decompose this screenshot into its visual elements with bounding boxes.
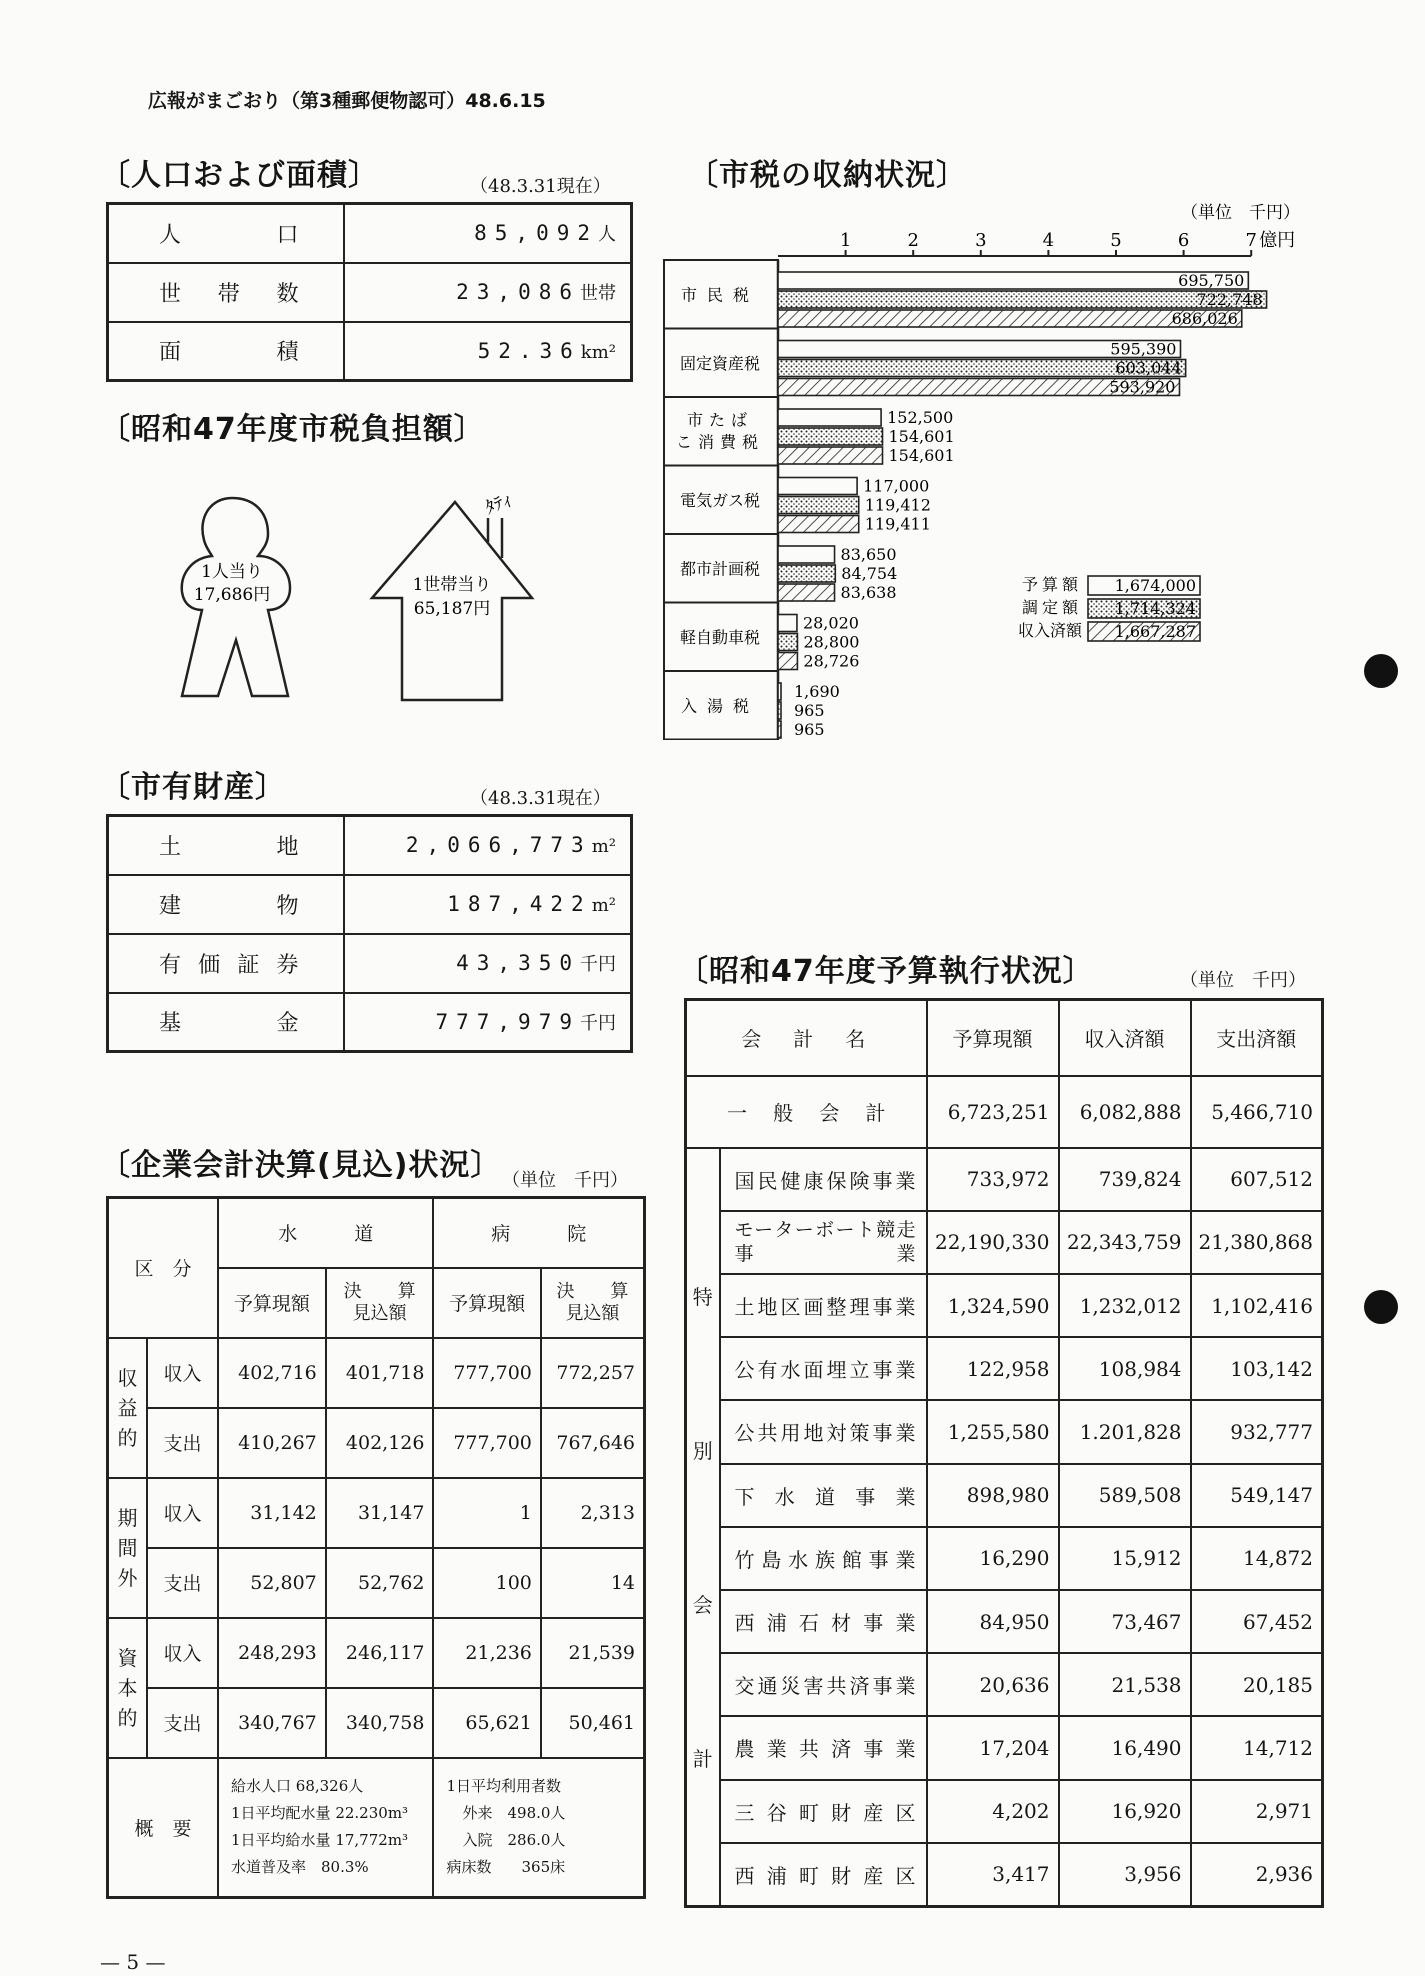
bar-調定額	[778, 634, 797, 651]
property-title: 〔市有財産〕	[100, 770, 286, 805]
special-row	[686, 1716, 1323, 1779]
bar-予算額	[778, 683, 781, 700]
group-label-char: 益	[117, 1395, 138, 1420]
property-row	[108, 816, 632, 875]
special-name: 下水道事業	[720, 1464, 927, 1527]
hospital-summary-line: 病床数 365床	[446, 1858, 566, 1877]
budget-title: 〔昭和47年度予算執行状況〕	[678, 954, 1094, 989]
special-label	[686, 1148, 720, 1907]
special-value: 20,185	[1191, 1653, 1323, 1716]
hospital-summary-line: 入院 286.0人	[462, 1831, 566, 1850]
burden-illustration	[170, 490, 550, 710]
x-axis-unit: 億円	[1259, 230, 1296, 251]
enterprise-value: 401,718	[326, 1338, 434, 1408]
water-summary-line: 給水人口 68,326人	[231, 1777, 364, 1796]
population-number: 23,086	[456, 280, 580, 304]
enterprise-row	[108, 1408, 645, 1478]
population-value	[344, 204, 632, 263]
legend-label: 予算額	[1021, 575, 1082, 594]
population-table	[106, 202, 633, 382]
category-label: 市民税	[680, 285, 760, 305]
person-value: 17,686円	[193, 585, 271, 605]
bar-value-label: 154,601	[888, 427, 955, 446]
special-row	[686, 1653, 1323, 1716]
special-name: 三谷町財産区	[720, 1780, 927, 1843]
water-header: 水 道	[218, 1198, 433, 1268]
property-number: 2,066,773	[405, 833, 592, 858]
property-value	[344, 934, 632, 993]
bar-予算額	[778, 409, 881, 426]
special-name: モーターボート競走事業	[720, 1211, 927, 1274]
special-value: 122,958	[927, 1337, 1059, 1400]
group-label	[108, 1618, 147, 1758]
col-income-header: 収入済額	[1059, 1000, 1191, 1076]
special-row	[686, 1211, 1323, 1274]
x-tick-label: 3	[975, 230, 987, 251]
bar-value-label: 119,411	[864, 514, 931, 534]
property-number: 777,979	[435, 1009, 580, 1034]
water-summary	[218, 1758, 433, 1898]
special-value: 16,920	[1059, 1780, 1191, 1843]
special-value: 16,290	[927, 1527, 1059, 1590]
population-label: 世帯数	[108, 263, 344, 322]
special-value: 1,232,012	[1059, 1274, 1191, 1337]
special-name: 公共用地対策事業	[720, 1400, 927, 1463]
special-value: 1,324,590	[927, 1274, 1059, 1337]
enterprise-value: 410,267	[218, 1408, 326, 1478]
special-value: 73,467	[1059, 1590, 1191, 1653]
special-label-char: 会	[692, 1593, 713, 1617]
hospital-summary	[433, 1758, 644, 1898]
x-tick-label: 1	[839, 230, 852, 251]
population-row	[108, 204, 632, 263]
group-label-char: 間	[117, 1535, 138, 1560]
special-name: 交通災害共済事業	[720, 1653, 927, 1716]
special-value: 733,972	[927, 1148, 1059, 1211]
population-label: 面積	[108, 322, 344, 381]
population-number: 85,092	[474, 221, 598, 246]
property-label: 土地	[108, 816, 344, 875]
special-name: 竹島水族館事業	[720, 1527, 927, 1590]
enterprise-value: 777,700	[433, 1338, 540, 1408]
page-number: — 5 —	[100, 1950, 166, 1974]
enterprise-value: 2,313	[541, 1478, 645, 1548]
special-value: 2,936	[1191, 1843, 1323, 1906]
property-unit: m²	[591, 895, 616, 916]
special-value: 22,343,759	[1059, 1211, 1191, 1274]
special-value: 21,380,868	[1191, 1211, 1323, 1274]
budget-unit: （単位 千円）	[1180, 970, 1306, 991]
bar-value-label: 83,638	[840, 583, 897, 602]
bar-調定額	[778, 702, 781, 719]
category-label: 電気ガス税	[679, 490, 761, 510]
general-name: 一般会計	[686, 1076, 927, 1148]
category-label: こ消費税	[675, 432, 765, 452]
special-value: 3,956	[1059, 1843, 1191, 1906]
group-label-char: 収	[117, 1365, 138, 1390]
enterprise-value: 31,147	[326, 1478, 434, 1548]
special-row	[686, 1337, 1323, 1400]
property-unit: 千円	[580, 1012, 616, 1034]
special-value: 932,777	[1191, 1400, 1323, 1463]
tax-chart	[660, 200, 1320, 740]
group-label	[108, 1338, 147, 1478]
water-settle-header: 決 算 見込額	[326, 1268, 434, 1338]
general-value: 6,723,251	[927, 1076, 1059, 1148]
special-label-char: 特	[692, 1285, 713, 1309]
row-kind: 支出	[147, 1688, 218, 1758]
special-value: 14,712	[1191, 1716, 1323, 1779]
property-row	[108, 934, 632, 993]
population-value	[344, 322, 632, 381]
special-value: 22,190,330	[927, 1211, 1059, 1274]
special-value: 20,636	[927, 1653, 1059, 1716]
special-value: 16,490	[1059, 1716, 1191, 1779]
property-number: 43,350	[456, 951, 580, 975]
special-value: 2,971	[1191, 1780, 1323, 1843]
row-kind: 支出	[147, 1548, 218, 1618]
special-row	[686, 1464, 1323, 1527]
general-value: 5,466,710	[1191, 1076, 1323, 1148]
special-name: 農業共済事業	[720, 1716, 927, 1779]
bar-value-label: 595,390	[1110, 339, 1177, 359]
bar-value-label: 152,500	[887, 408, 954, 427]
special-label-char: 計	[692, 1747, 713, 1771]
bar-収入済額	[778, 447, 883, 464]
special-value: 3,417	[927, 1843, 1059, 1906]
chart-unit: （単位 千円）	[1181, 203, 1300, 223]
punch-hole-dot	[1364, 654, 1398, 688]
special-value: 17,204	[927, 1716, 1059, 1779]
bar-予算額	[778, 546, 835, 563]
bar-value-label: 28,726	[803, 651, 860, 671]
bar-value-label: 154,601	[888, 446, 955, 465]
legend-total: 1,714,324	[1114, 599, 1196, 618]
x-tick-label: 2	[907, 230, 919, 251]
enterprise-unit: （単位 千円）	[502, 1170, 628, 1191]
house-value: 65,187円	[413, 599, 491, 619]
special-name: 土地区画整理事業	[720, 1274, 927, 1337]
enterprise-row	[108, 1478, 645, 1548]
bar-value-label: 84,754	[841, 564, 898, 583]
group-label-char: 資	[117, 1645, 138, 1670]
legend-total: 1,674,000	[1114, 576, 1196, 595]
enterprise-value: 100	[433, 1548, 540, 1618]
water-summary-line: 水道普及率 80.3%	[231, 1858, 369, 1877]
hospital-summary-line: 外来 498.0人	[462, 1804, 566, 1823]
punch-hole-dot	[1364, 1290, 1398, 1324]
bar-収入済額	[778, 721, 781, 738]
special-value: 549,147	[1191, 1464, 1323, 1527]
enterprise-value: 772,257	[541, 1338, 645, 1408]
property-unit: 千円	[580, 954, 616, 975]
bar-value-label: 119,412	[864, 495, 931, 515]
enterprise-value: 52,762	[326, 1548, 434, 1618]
enterprise-title: 〔企業会計決算(見込)状況〕	[100, 1148, 502, 1183]
property-label: 基金	[108, 993, 344, 1052]
population-title: 〔人口および面積〕	[100, 158, 379, 193]
special-value: 1.201,828	[1059, 1400, 1191, 1463]
special-value: 103,142	[1191, 1337, 1323, 1400]
population-row	[108, 263, 632, 322]
legend-total: 1,667,287	[1114, 622, 1196, 641]
population-asof: （48.3.31現在）	[470, 176, 611, 197]
enterprise-value: 52,807	[218, 1548, 326, 1618]
bar-value-label: 1,690	[794, 682, 840, 701]
special-row	[686, 1780, 1323, 1843]
enterprise-row	[108, 1618, 645, 1688]
population-row	[108, 322, 632, 381]
property-number: 187,422	[447, 892, 592, 916]
person-label: 1人当り	[201, 562, 263, 582]
legend-label: 収入済額	[1017, 621, 1082, 640]
enterprise-value: 21,236	[433, 1618, 540, 1688]
bar-value-label: 722,748	[1196, 290, 1263, 309]
legend-label: 調定額	[1021, 598, 1082, 617]
population-value	[344, 263, 632, 322]
category-label: 入湯税	[680, 696, 760, 716]
special-value: 1,102,416	[1191, 1274, 1323, 1337]
enterprise-value: 340,758	[326, 1688, 434, 1758]
hospital-summary-line: 1日平均利用者数	[446, 1777, 562, 1796]
special-label-stack	[687, 1149, 719, 1905]
special-row	[686, 1400, 1323, 1463]
special-value: 4,202	[927, 1780, 1059, 1843]
population-number: 52.36	[477, 338, 581, 363]
enterprise-value: 1	[433, 1478, 540, 1548]
enterprise-value: 340,767	[218, 1688, 326, 1758]
special-value: 67,452	[1191, 1590, 1323, 1653]
page-header: 広報がまごおり（第3種郵便物認可）48.6.15	[148, 90, 546, 112]
special-row	[686, 1274, 1323, 1337]
water-budget-header: 予算現額	[218, 1268, 326, 1338]
enterprise-value: 402,126	[326, 1408, 434, 1478]
property-value	[344, 816, 632, 875]
special-value: 108,984	[1059, 1337, 1191, 1400]
bar-value-label: 965	[794, 701, 825, 720]
bar-value-label: 593,920	[1109, 377, 1176, 397]
hospital-settle-header: 決 算 見込額	[541, 1268, 645, 1338]
bar-収入済額	[778, 653, 797, 670]
population-unit: 世帯	[580, 283, 616, 304]
group-label-char: 期	[117, 1505, 138, 1530]
population-label: 人口	[108, 204, 344, 263]
water-summary-line: 1日平均配水量 22.230m³	[231, 1804, 409, 1823]
row-kind: 収入	[147, 1478, 218, 1548]
bar-収入済額	[778, 584, 835, 601]
summary-label: 概 要	[108, 1758, 219, 1898]
bar-予算額	[778, 478, 857, 495]
bar-調定額	[778, 497, 859, 514]
kubun-header: 区 分	[108, 1198, 219, 1338]
row-kind: 収入	[147, 1338, 218, 1408]
roof-mark: ﾀﾃｨ	[482, 490, 516, 519]
tax-title: 〔市税の収納状況〕	[688, 158, 967, 193]
special-name: 西浦石材事業	[720, 1590, 927, 1653]
category-label: 市たば	[686, 410, 754, 430]
special-name: 公有水面埋立事業	[720, 1337, 927, 1400]
special-value: 84,950	[927, 1590, 1059, 1653]
enterprise-value: 402,716	[218, 1338, 326, 1408]
bar-調定額	[778, 428, 883, 445]
special-value: 21,538	[1059, 1653, 1191, 1716]
enterprise-value: 767,646	[541, 1408, 645, 1478]
special-value: 589,508	[1059, 1464, 1191, 1527]
enterprise-row	[108, 1548, 645, 1618]
col-name-header: 会 計 名	[686, 1000, 927, 1076]
general-value: 6,082,888	[1059, 1076, 1191, 1148]
hospital-header: 病 院	[433, 1198, 644, 1268]
special-value: 15,912	[1059, 1527, 1191, 1590]
bar-value-label: 965	[794, 720, 825, 739]
general-row	[686, 1076, 1323, 1148]
enterprise-value: 21,539	[541, 1618, 645, 1688]
water-summary-line: 1日平均給水量 17,772m³	[231, 1831, 409, 1850]
budget-table	[684, 998, 1324, 1908]
special-name: 国民健康保険事業	[720, 1148, 927, 1211]
enterprise-value: 50,461	[541, 1688, 645, 1758]
enterprise-value: 248,293	[218, 1618, 326, 1688]
category-label: 軽自動車税	[679, 627, 761, 647]
bar-予算額	[778, 615, 797, 632]
group-label-char: 外	[117, 1565, 138, 1590]
hospital-budget-header: 予算現額	[433, 1268, 540, 1338]
property-unit: m²	[591, 836, 616, 858]
property-value	[344, 875, 632, 934]
row-kind: 収入	[147, 1618, 218, 1688]
special-value: 607,512	[1191, 1148, 1323, 1211]
summary-row	[108, 1758, 645, 1898]
special-row	[686, 1590, 1323, 1653]
bar-value-label: 686,026	[1171, 309, 1238, 328]
special-label-char: 別	[692, 1439, 713, 1463]
property-row	[108, 875, 632, 934]
bar-調定額	[778, 565, 835, 582]
population-unit: 人	[598, 224, 616, 246]
x-tick-label: 4	[1042, 230, 1055, 251]
bar-value-label: 28,800	[803, 632, 860, 652]
col-budget-header: 予算現額	[927, 1000, 1059, 1076]
enterprise-value: 14	[541, 1548, 645, 1618]
special-value: 1,255,580	[927, 1400, 1059, 1463]
bar-value-label: 695,750	[1178, 271, 1245, 290]
enterprise-table	[106, 1196, 646, 1899]
burden-title: 〔昭和47年度市税負担額〕	[100, 412, 485, 447]
special-value: 14,872	[1191, 1527, 1323, 1590]
property-label: 建物	[108, 875, 344, 934]
x-tick-label: 6	[1177, 230, 1190, 251]
x-tick-label: 5	[1110, 230, 1122, 251]
group-label-char: 的	[117, 1425, 138, 1450]
bar-value-label: 603,044	[1115, 358, 1182, 378]
category-label: 固定資産税	[679, 353, 761, 373]
house-label: 1世帯当り	[412, 575, 492, 595]
enterprise-row	[108, 1338, 645, 1408]
enterprise-value: 65,621	[433, 1688, 540, 1758]
property-table	[106, 814, 633, 1053]
enterprise-value: 777,700	[433, 1408, 540, 1478]
x-tick-label: 7	[1245, 230, 1257, 251]
enterprise-row	[108, 1688, 645, 1758]
property-asof: （48.3.31現在）	[470, 788, 611, 809]
bar-value-label: 83,650	[840, 545, 897, 564]
property-row	[108, 993, 632, 1052]
property-value	[344, 993, 632, 1052]
col-expense-header: 支出済額	[1191, 1000, 1323, 1076]
enterprise-value: 246,117	[326, 1618, 434, 1688]
bar-収入済額	[778, 516, 859, 533]
special-value: 739,824	[1059, 1148, 1191, 1211]
bar-value-label: 28,020	[802, 613, 859, 633]
population-unit: km²	[580, 341, 616, 363]
special-row	[686, 1148, 1323, 1211]
group-label	[108, 1478, 147, 1618]
property-label: 有価証券	[108, 934, 344, 993]
group-label-char: 的	[117, 1705, 138, 1730]
bar-value-label: 117,000	[863, 476, 930, 496]
category-label: 都市計画税	[679, 559, 761, 579]
row-kind: 支出	[147, 1408, 218, 1478]
special-value: 898,980	[927, 1464, 1059, 1527]
special-row	[686, 1843, 1323, 1906]
group-label-char: 本	[117, 1675, 138, 1700]
enterprise-value: 31,142	[218, 1478, 326, 1548]
special-name: 西浦町財産区	[720, 1843, 927, 1906]
special-row	[686, 1527, 1323, 1590]
bar-調定額	[778, 291, 1267, 308]
